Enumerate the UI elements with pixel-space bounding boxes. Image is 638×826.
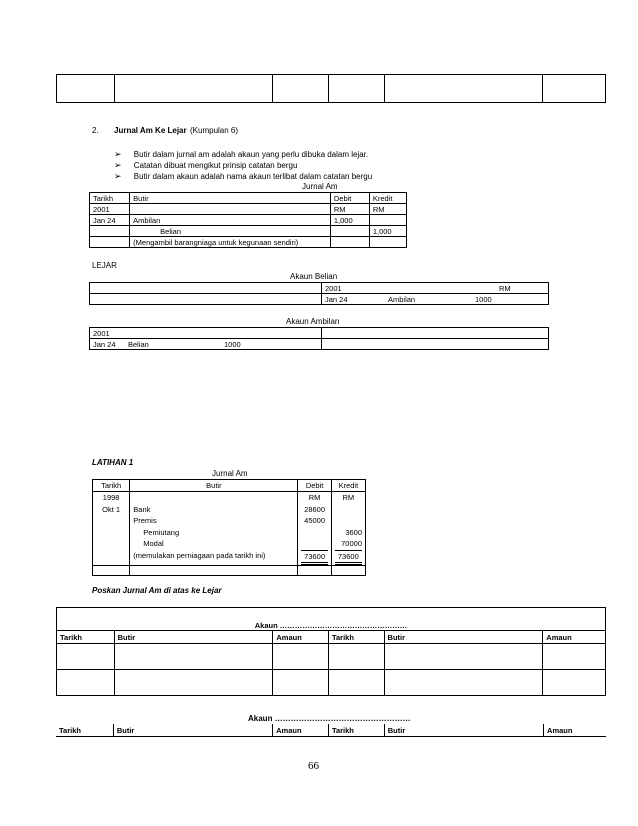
- cell: [90, 226, 130, 237]
- akaun-title: Akaun ……………………………………………: [57, 608, 606, 631]
- cell: [273, 644, 329, 670]
- arrow-bullet-icon: ➢: [114, 171, 122, 181]
- cell: 45000: [304, 516, 326, 525]
- cell: [328, 670, 384, 696]
- cell: [57, 644, 115, 670]
- cell: [298, 566, 331, 576]
- header-cell: Debit: [298, 480, 331, 492]
- item: Ambilan: [388, 294, 416, 304]
- top-ledger-strip: [56, 74, 606, 103]
- cell: [384, 75, 543, 103]
- cell: 73600: [335, 550, 362, 566]
- table-row: [90, 328, 549, 339]
- bullet-text: Butir dalam akaun adalah nama akaun terlibat dalam catatan bergu: [133, 172, 373, 181]
- cell: Okt 1: [102, 504, 121, 514]
- currency: RM: [499, 283, 511, 293]
- cell: RM: [330, 204, 369, 215]
- header-cell: Kredit: [369, 193, 406, 204]
- header-cell: Amaun: [273, 631, 329, 644]
- cell: [114, 644, 273, 670]
- header-cell: Amaun: [273, 724, 329, 737]
- cell: Modal: [143, 539, 164, 548]
- arrow-bullet-icon: ➢: [114, 149, 122, 159]
- header-cell: Tarikh: [328, 724, 384, 737]
- cell: [335, 504, 362, 516]
- header-cell: Debit: [330, 193, 369, 204]
- header-cell: Butir: [113, 724, 272, 737]
- cell: [328, 644, 384, 670]
- cell: [57, 75, 115, 103]
- poskan-title: Poskan Jurnal Am di atas ke Lejar: [92, 586, 222, 595]
- latihan-title: LATIHAN 1: [92, 458, 134, 467]
- cell: RM: [342, 493, 355, 502]
- cell: [543, 670, 606, 696]
- header-cell: Tarikh: [56, 724, 113, 737]
- cell: [331, 566, 365, 576]
- cell: [322, 283, 549, 294]
- header-cell: Amaun: [544, 724, 606, 737]
- cell: RM: [369, 204, 406, 215]
- cell: [133, 492, 294, 504]
- cell: [90, 339, 322, 350]
- table-row: [90, 204, 407, 215]
- jurnal-am-caption: Jurnal Am: [302, 182, 338, 191]
- cell: 73600: [301, 550, 327, 566]
- cell: [90, 294, 322, 305]
- header-cell: Butir: [130, 480, 298, 492]
- akaun-title-row: [57, 608, 606, 631]
- cell: [273, 670, 329, 696]
- cell: Bank: [133, 504, 151, 514]
- bullet-item: [114, 171, 372, 182]
- header-cell: Butir: [384, 724, 543, 737]
- cell: [330, 226, 369, 237]
- cell: 1,000: [330, 215, 369, 226]
- cell: 2001: [90, 204, 130, 215]
- cell: [93, 566, 130, 576]
- year: 2001: [325, 283, 342, 293]
- cell: (memulakan perniagaan pada tarikh ini): [133, 550, 266, 560]
- table-row: [90, 339, 549, 350]
- cell: [322, 294, 549, 305]
- table-row: [90, 215, 407, 226]
- cell: 3600: [345, 527, 362, 537]
- cell: Pemiutang: [143, 527, 180, 537]
- header-cell: Tarikh: [93, 480, 130, 492]
- section-title: Jurnal Am Ke Lejar: [114, 126, 187, 135]
- section-number: 2.: [92, 126, 99, 135]
- cell: (Mengambil barangniaga untuk kegunaan sendiri): [130, 237, 331, 248]
- cell: RM: [308, 493, 321, 502]
- cell: 70000: [341, 539, 362, 548]
- table-row: [90, 283, 549, 294]
- latihan-jurnal-table: [92, 479, 366, 576]
- date: Jan 24: [93, 339, 116, 349]
- cell: Premis: [133, 516, 157, 525]
- akaun-belian-ledger: [89, 282, 549, 305]
- bullet-item: [114, 149, 368, 160]
- cell: 1998: [102, 493, 120, 502]
- bullet-item: [114, 160, 297, 171]
- cell: [328, 75, 384, 103]
- akaun-ambilan-caption: Akaun Ambilan: [286, 317, 340, 326]
- cell: Belian: [130, 226, 331, 237]
- cell: [330, 237, 369, 248]
- bullet-text: Catatan dibuat mengikut prinsip catatan bergu: [133, 161, 298, 170]
- cell: Jan 24: [90, 215, 130, 226]
- amount: 1000: [224, 339, 241, 349]
- poskan-ledger-2: [56, 724, 606, 737]
- table-row: [90, 237, 407, 248]
- header-cell: Tarikh: [90, 193, 130, 204]
- table-header-row: [56, 724, 606, 737]
- item: Belian: [128, 339, 149, 349]
- table-row: [57, 644, 606, 670]
- header-cell: Butir: [130, 193, 331, 204]
- cell: [130, 204, 331, 215]
- table-row: [90, 294, 549, 305]
- table-row: [90, 226, 407, 237]
- cell: [543, 75, 606, 103]
- poskan-ledger-1: [56, 607, 606, 696]
- header-cell: Tarikh: [328, 631, 384, 644]
- cell: [322, 339, 549, 350]
- cell: [369, 237, 406, 248]
- cell: [369, 215, 406, 226]
- cell: [114, 670, 273, 696]
- arrow-bullet-icon: ➢: [114, 160, 122, 170]
- cell: [57, 670, 115, 696]
- header-cell: Tarikh: [57, 631, 115, 644]
- table-header-row: [57, 631, 606, 644]
- cell: [130, 566, 298, 576]
- page-number: 66: [308, 760, 319, 772]
- cell: [301, 527, 327, 539]
- header-cell: Kredit: [331, 480, 365, 492]
- section-group: (Kumpulan 6): [190, 126, 239, 135]
- cell: [322, 328, 549, 339]
- cell: [273, 75, 329, 103]
- table-row: [57, 670, 606, 696]
- lejar-label: LEJAR: [92, 261, 117, 270]
- akaun-belian-caption: Akaun Belian: [290, 272, 338, 281]
- cell: [335, 515, 362, 527]
- cell: [384, 670, 543, 696]
- table-header-row: [90, 193, 407, 204]
- cell: [114, 75, 273, 103]
- kredit-column: [331, 492, 365, 566]
- cell: [384, 644, 543, 670]
- amount: 1000: [475, 294, 492, 304]
- header-cell: Butir: [114, 631, 273, 644]
- jurnal-am-table: [89, 192, 407, 248]
- cell: 2001: [90, 328, 322, 339]
- table-row: [93, 566, 366, 576]
- latihan-caption: Jurnal Am: [212, 469, 248, 478]
- cell: [90, 237, 130, 248]
- butir-column: [130, 492, 298, 566]
- date: Jan 24: [325, 294, 348, 304]
- debit-column: [298, 492, 331, 566]
- bullet-text: Butir dalam jurnal am adalah akaun yang perlu dibuka dalam lejar.: [133, 150, 369, 159]
- latihan-body: [93, 492, 366, 566]
- cell: Ambilan: [130, 215, 331, 226]
- cell: 28600: [304, 504, 326, 514]
- cell: 1,000: [369, 226, 406, 237]
- header-cell: Amaun: [543, 631, 606, 644]
- header-cell: Butir: [384, 631, 543, 644]
- akaun-ambilan-ledger: [89, 327, 549, 350]
- tarikh-column: [93, 492, 130, 566]
- cell: [543, 644, 606, 670]
- akaun-title: Akaun ……………………………………………: [248, 714, 411, 723]
- cell: [90, 283, 322, 294]
- table-header-row: [93, 480, 366, 492]
- cell: [301, 538, 327, 550]
